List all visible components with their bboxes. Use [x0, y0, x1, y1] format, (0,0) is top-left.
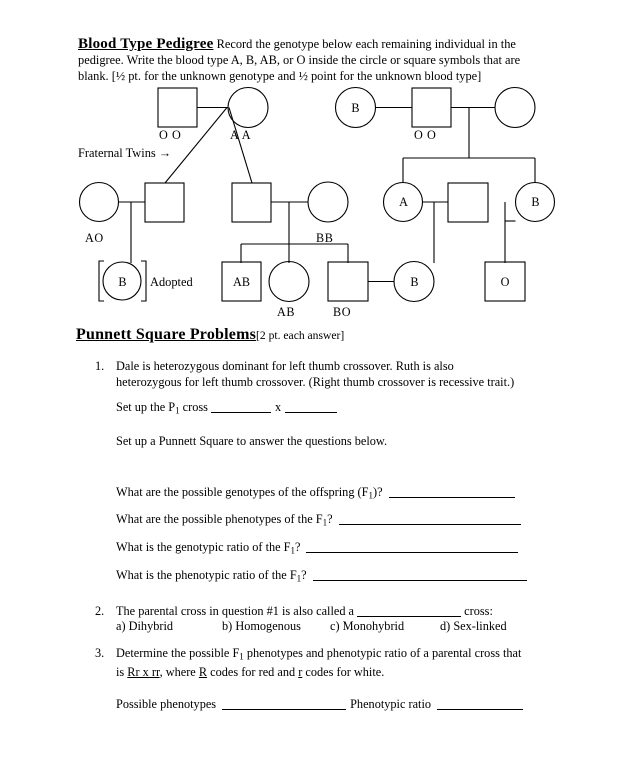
- question-1c-subscript: 1: [290, 545, 296, 556]
- question-1a-subscript: 1: [368, 490, 373, 501]
- g2-middle-circle: [308, 182, 348, 222]
- question-3-line-1-post: phenotypes and phenotypic ratio of a parental cross that: [243, 646, 522, 660]
- g1-right-b-circle-bloodtype: B: [351, 101, 360, 115]
- question-1b-subscript: 1: [322, 517, 328, 528]
- question-1-setup-square-instruction: [116, 434, 387, 450]
- pedigree-section-title: Blood Type Pedigree: [78, 36, 214, 52]
- g1-right-father-genotype-label: O O: [414, 128, 437, 142]
- question-1a-post: )?: [372, 485, 383, 499]
- question-2-option-c[interactable]: c) Monohybrid: [330, 619, 405, 633]
- g2-left-circle: [80, 183, 119, 222]
- question-3-answer-label-2: Phenotypic ratio: [350, 697, 432, 711]
- p1-cross-x: x: [275, 400, 282, 414]
- question-1b-pre: What are the possible phenotypes of the F: [116, 512, 323, 526]
- g1-right-mother-circle: [495, 88, 535, 128]
- g2-right-circle-genotype-label: BB: [316, 231, 334, 245]
- g3-ab-circle: [269, 262, 309, 302]
- setup-p1-subscript: 1: [175, 405, 180, 416]
- question-1a-pre: What are the possible genotypes of the offspring (F: [116, 485, 369, 499]
- punnett-points-note: [2 pt. each answer]: [256, 329, 345, 342]
- question-1d-answer-blank[interactable]: [313, 569, 527, 581]
- question-2-row: [116, 604, 493, 620]
- question-1b-post: ?: [327, 512, 333, 526]
- g1-twin-descent-left: [165, 108, 227, 184]
- question-3-number: 3.: [95, 646, 105, 660]
- question-1a-answer-blank[interactable]: [389, 486, 515, 498]
- setup-p1-cross-label-post: cross: [179, 400, 212, 414]
- g2-middle-square: [232, 183, 271, 222]
- g1-right-father-square: [412, 88, 451, 127]
- question-1-text: [116, 359, 534, 390]
- question-3-text: [116, 646, 536, 681]
- question-3-line-2-mid-2: codes for red and: [207, 665, 299, 680]
- question-1c-row: [116, 540, 518, 559]
- punnett-section-title: Punnett Square Problems: [76, 326, 257, 343]
- g3-ab-circle-genotype-label: AB: [277, 305, 296, 319]
- question-1-number: 1.: [95, 359, 105, 373]
- question-3-answer-row: [116, 697, 523, 713]
- question-1d-pre: What is the phenotypic ratio of the F: [116, 568, 297, 582]
- question-2-option-a[interactable]: a) Dihybrid: [116, 619, 174, 633]
- g1-left-father-square: [158, 88, 197, 127]
- question-2-number: 2.: [95, 604, 105, 618]
- g2-b-circle-bloodtype: B: [531, 195, 540, 209]
- g3-ab-square-bloodtype: AB: [233, 275, 250, 289]
- question-3-line-2-mid: , where: [159, 665, 199, 680]
- question-1a-row: [116, 485, 515, 504]
- question-3-line-1: [116, 646, 536, 665]
- question-3-line-1-pre: Determine the possible F: [116, 646, 240, 660]
- g3-b-circle-bloodtype: B: [410, 275, 419, 289]
- question-2-option-d[interactable]: d) Sex-linked: [440, 619, 507, 633]
- p1-cross-blank-2[interactable]: [285, 401, 337, 413]
- question-1d-subscript: 1: [296, 573, 302, 584]
- question-2-answer-blank[interactable]: [357, 605, 461, 617]
- p1-cross-blank-1[interactable]: [211, 401, 271, 413]
- question-3-allele-r: r: [298, 665, 303, 680]
- question-3-cross-notation: Rr x rr: [127, 665, 160, 680]
- punnett-section-header: [76, 326, 546, 344]
- question-3-allele-R: R: [198, 665, 208, 680]
- question-2-pre: The parental cross in question #1 is also called a: [116, 604, 358, 618]
- question-1c-pre: What is the genotypic ratio of the F: [116, 540, 291, 554]
- question-3-phenotypic-ratio-blank[interactable]: [437, 698, 523, 710]
- question-3-possible-phenotypes-blank[interactable]: [222, 698, 346, 710]
- g2-left-circle-genotype-label: AO: [85, 231, 104, 245]
- blood-type-pedigree-diagram: [0, 0, 617, 330]
- question-1-p1-cross-row: [116, 400, 337, 419]
- g1-twin-descent-right: [229, 108, 252, 184]
- question-2-post: cross:: [461, 604, 493, 618]
- setup-p1-cross-label-pre: Set up the P: [116, 400, 176, 414]
- question-1d-row: [116, 568, 527, 587]
- question-3-answer-label-1: Possible phenotypes: [116, 697, 217, 711]
- g1-left-mother-circle: [228, 88, 268, 128]
- question-1-line-1: Dale is heterozygous dominant for left thumb crossover. Ruth is also: [116, 359, 454, 373]
- question-3-line-2: [116, 665, 536, 681]
- question-1b-row: [116, 512, 521, 531]
- adopted-note: Adopted: [150, 275, 193, 289]
- question-1c-answer-blank[interactable]: [306, 541, 518, 553]
- question-3-line-2-pre: is: [116, 665, 128, 680]
- question-3-f1-subscript: 1: [239, 651, 244, 662]
- g3-bo-square-genotype-label: BO: [333, 305, 352, 319]
- g3-o-square-bloodtype: O: [500, 275, 510, 289]
- question-1-line-2: heterozygous for left thumb crossover. (Right thumb crossover is recessive trait.): [116, 374, 515, 389]
- g2-right-square: [448, 183, 488, 222]
- question-1c-post: ?: [295, 540, 301, 554]
- g1-left-mother-genotype-label: A A: [230, 128, 252, 142]
- g3-bo-square: [328, 262, 368, 301]
- g1-left-father-genotype-label: O O: [159, 128, 182, 142]
- fraternal-twins-note: Fraternal Twins →: [78, 146, 172, 160]
- question-1d-post: ?: [301, 568, 307, 582]
- question-2-options: [116, 619, 556, 634]
- question-1b-answer-blank[interactable]: [339, 513, 521, 525]
- question-2-option-b[interactable]: b) Homogenous: [222, 619, 301, 633]
- question-3-line-2-post: codes for white.: [302, 665, 385, 680]
- g3-adopted-circle-bloodtype: B: [118, 275, 127, 289]
- g2-left-square: [145, 183, 184, 222]
- g2-a-circle-bloodtype: A: [399, 195, 408, 209]
- pedigree-instructions: Record the genotype below each remaining individual in the pedigree. Write the blood type A, B, AB, or O inside the circle or square symbols that are blank. [½ pt. for the unknown genotype and ½ point for the unknown blood type]: [78, 37, 521, 84]
- setup-punnett-square-label: Set up a Punnett Square to answer the questions below.: [116, 434, 388, 448]
